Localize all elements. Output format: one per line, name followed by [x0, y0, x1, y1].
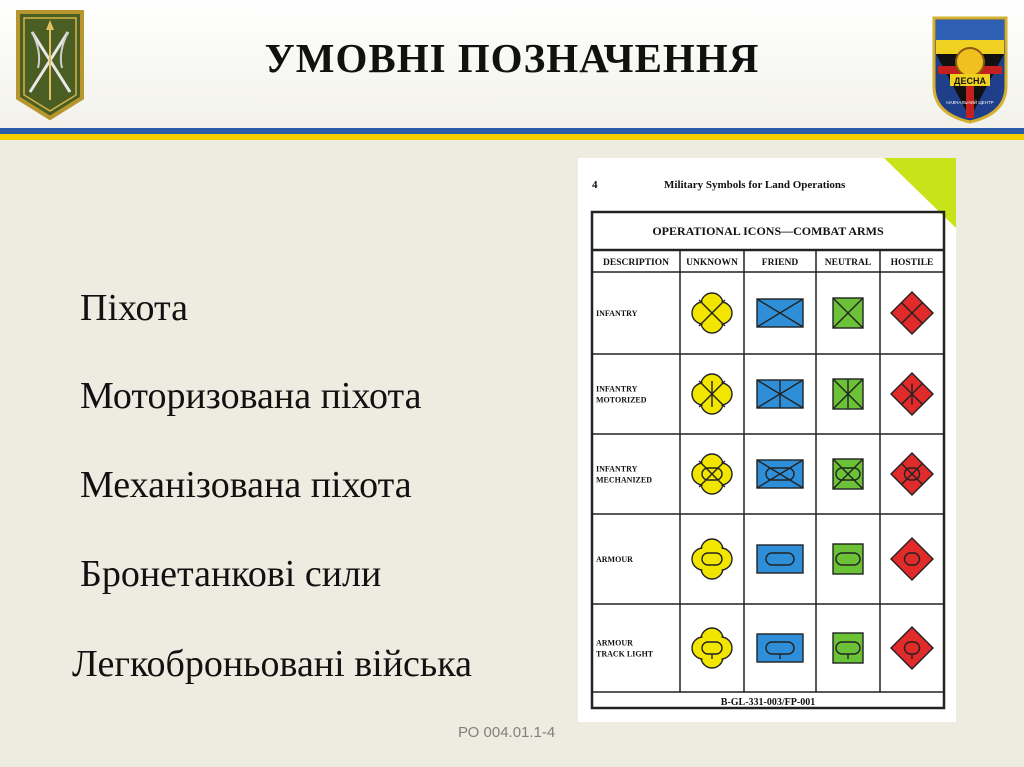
- column-header-friend: FRIEND: [761, 258, 799, 268]
- figure-page-title: Military Symbols for Land Operations: [664, 179, 846, 191]
- friend-infantry-symbol-icon: [757, 299, 803, 327]
- hostile-infantry-symbol-icon: [891, 292, 933, 334]
- right-logo-text: ДЕСНА: [954, 76, 986, 86]
- slide-header: [0, 0, 1024, 128]
- list-item-mechanized-infantry: Механізована піхота: [80, 464, 412, 506]
- right-logo-subtext: НАВЧАЛЬНИЙ ЦЕНТР: [946, 100, 994, 105]
- yellow-stripe: [0, 134, 1024, 140]
- hostile-mechanized-symbol-icon: [891, 453, 933, 495]
- list-item-armoured-forces: Бронетанкові сили: [80, 553, 382, 595]
- row-label-armour: ARMOUR: [596, 555, 633, 564]
- unknown-armour-symbol-icon: [692, 539, 732, 579]
- hostile-armour-symbol-icon: [891, 538, 933, 580]
- row-label-motorized: INFANTRY: [596, 384, 638, 394]
- table-title: OPERATIONAL ICONS—COMBAT ARMS: [652, 224, 884, 238]
- neutral-infantry-symbol-icon: [833, 298, 863, 328]
- neutral-track-light-symbol-icon: [833, 633, 863, 663]
- list-item-infantry: Піхота: [80, 287, 188, 329]
- row-label-mechanized: MECHANIZED: [596, 475, 653, 485]
- column-header-hostile: HOSTILE: [890, 258, 934, 268]
- friend-mechanized-symbol-icon: [757, 460, 803, 488]
- neutral-motorized-symbol-icon: [833, 379, 863, 409]
- page-title: УМОВНІ ПОЗНАЧЕННЯ: [264, 35, 760, 81]
- friend-motorized-symbol-icon: [757, 380, 803, 408]
- friend-armour-symbol-icon: [757, 545, 803, 573]
- desna-training-center-emblem-icon: [930, 14, 1010, 124]
- neutral-mechanized-symbol-icon: [833, 459, 863, 489]
- list-item-light-armoured-troops: Легкоброньовані війська: [72, 643, 472, 685]
- row-label-mechanized: INFANTRY: [596, 464, 638, 474]
- row-label-motorized: MOTORIZED: [596, 395, 647, 405]
- figure-code: B-GL-331-003/FP-001: [720, 697, 816, 708]
- column-header-description: DESCRIPTION: [603, 258, 669, 268]
- friend-track-light-symbol-icon: [757, 634, 803, 662]
- column-header-neutral: NEUTRAL: [824, 258, 872, 268]
- unknown-track-light-symbol-icon: [692, 628, 732, 668]
- military-symbols-figure: [578, 158, 956, 722]
- row-label-track-light: TRACK LIGHT: [596, 649, 654, 659]
- footer-code: РО 004.01.1-4: [458, 724, 556, 741]
- unknown-mechanized-symbol-icon: [692, 454, 732, 494]
- unknown-infantry-symbol-icon: [692, 293, 732, 333]
- row-label-infantry: INFANTRY: [596, 309, 638, 318]
- column-header-unknown: UNKNOWN: [686, 258, 738, 268]
- list-item-motorized-infantry: Моторизована піхота: [80, 375, 422, 417]
- neutral-armour-symbol-icon: [833, 544, 863, 574]
- hostile-track-light-symbol-icon: [891, 627, 933, 669]
- hostile-motorized-symbol-icon: [891, 373, 933, 415]
- unknown-motorized-symbol-icon: [692, 374, 732, 414]
- row-label-track-light: ARMOUR: [596, 638, 633, 648]
- figure-page-number: 4: [592, 179, 598, 191]
